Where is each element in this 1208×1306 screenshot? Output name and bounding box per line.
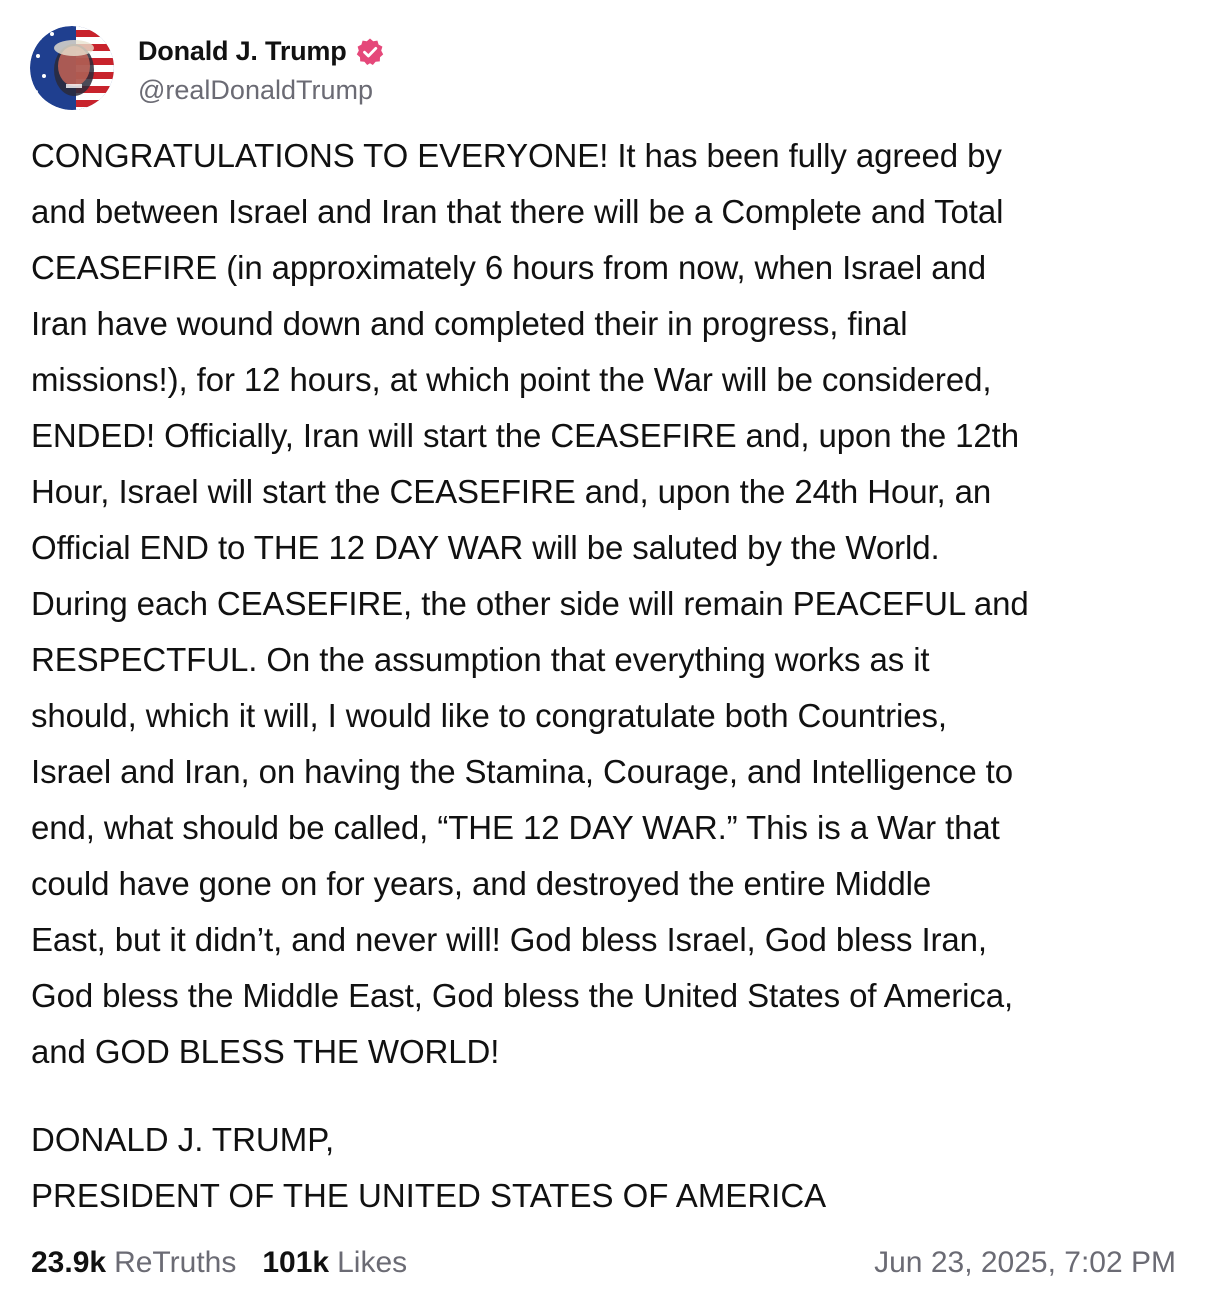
retruths-label: ReTruths: [114, 1246, 237, 1279]
post-footer: [31, 1240, 1176, 1286]
author-display-name[interactable]: Donald J. Trump: [138, 36, 347, 66]
avatar[interactable]: [30, 26, 114, 110]
signature-title: PRESIDENT OF THE UNITED STATES OF AMERICA: [31, 1177, 827, 1214]
likes-stat[interactable]: [262, 1246, 407, 1280]
post-timestamp[interactable]: Jun 23, 2025, 7:02 PM: [874, 1246, 1176, 1279]
signature-name: DONALD J. TRUMP,: [31, 1121, 335, 1158]
likes-count: 101k: [262, 1246, 330, 1279]
retruths-count: 23.9k: [31, 1246, 107, 1279]
retruths-stat[interactable]: [31, 1246, 236, 1280]
post-body: CONGRATULATIONS TO EVERYONE! It has been fully agreed by and between Israel and Iran that there will be a Complete and Total CEASEFIRE (in approximately 6 hours from now, when Israel and Iran have wound down and completed their in progress, final missions!), for 12 hours, at which point the War will be considered, ENDED! Officially, Iran will start the CEASEFIRE and, upon the 12th Hour, Israel will start the CEASEFIRE and, upon the 24th Hour, an Official END to THE 12 DAY WAR will be saluted by the World. During each CEASEFIRE, the other side will remain PEACEFUL and RESPECTFUL. On the assumption that everything works as it should, which it will, I would like to congratulate both Countries, Israel and Iran, on having the Stamina, Courage, and Intelligence to end, what should be called, “THE 12 DAY WAR.” This is a War that could have gone on for years, and destroyed the entire Middle East, but it didn’t, and never will! God bless Israel, God bless Iran, God bless the Middle East, God bless the United States of America, and GOD BLESS THE WORLD!: [31, 137, 1029, 1070]
name-row: [138, 31, 385, 73]
verified-badge-icon: [355, 37, 385, 67]
post-header: [30, 26, 385, 110]
author-handle[interactable]: @realDonaldTrump: [138, 74, 373, 105]
post-stats: [31, 1246, 407, 1280]
avatar-image: [30, 26, 114, 110]
post-signature: [31, 1112, 1191, 1224]
likes-label: Likes: [337, 1246, 408, 1279]
author-names: [138, 31, 385, 106]
